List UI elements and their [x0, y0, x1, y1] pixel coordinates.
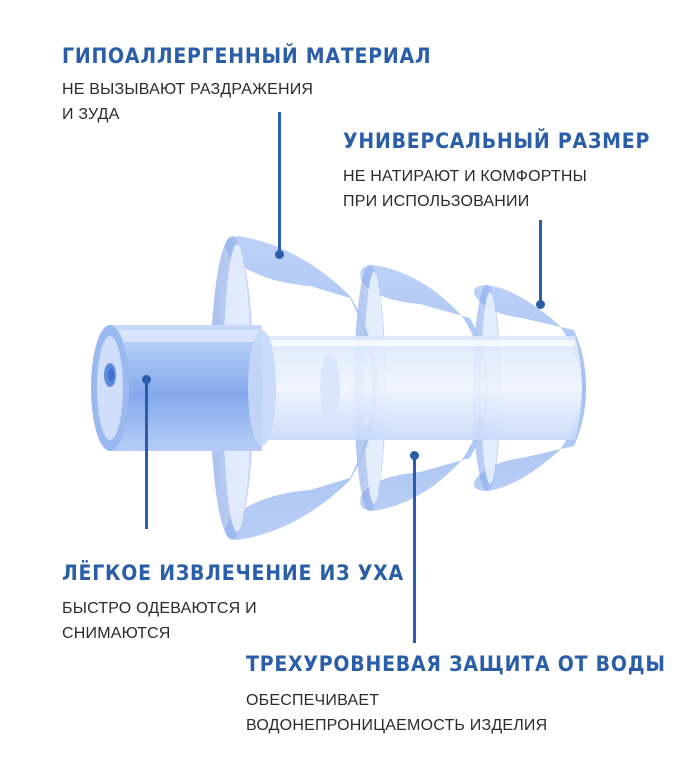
feature-description-line: ОБЕСПЕЧИВАЕТ: [246, 692, 380, 709]
feature-title-universal-size: УНИВЕРСАЛЬНЫЙ РАЗМЕР: [343, 129, 651, 153]
feature-description-easy-removal: [62, 596, 257, 646]
feature-description-line: ПРИ ИСПОЛЬЗОВАНИИ: [343, 193, 530, 210]
pointer-dot-water-protection: [410, 451, 419, 460]
feature-description-water-protection: [246, 688, 547, 738]
pointer-dot-hypoallergenic: [275, 250, 284, 259]
feature-description-hypoallergenic: [62, 77, 313, 127]
feature-description-universal-size: [343, 164, 587, 214]
feature-description-line: НЕ ВЫЗЫВАЮТ РАЗДРАЖЕНИЯ: [62, 81, 314, 98]
pointer-line-easy-removal: [145, 379, 148, 529]
inner-channel: [255, 336, 582, 440]
feature-description-line: БЫСТРО ОДЕВАЮТСЯ И: [62, 600, 257, 617]
feature-description-line: НЕ НАТИРАЮТ И КОМФОРТНЫ: [343, 168, 588, 185]
feature-description-line: И ЗУДА: [62, 106, 120, 123]
pointer-dot-universal-size: [536, 300, 545, 309]
feature-description-line: СНИМАЮТСЯ: [62, 625, 171, 642]
feature-description-line: ВОДОНЕПРОНИЦАЕМОСТЬ ИЗДЕЛИЯ: [246, 717, 548, 734]
pointer-line-universal-size: [539, 220, 542, 304]
pointer-dot-easy-removal: [142, 375, 151, 384]
pointer-line-hypoallergenic: [278, 112, 281, 254]
feature-title-hypoallergenic: ГИПОАЛЛЕРГЕННЫЙ МАТЕРИАЛ: [62, 44, 432, 68]
pointer-line-water-protection: [413, 455, 416, 643]
feature-title-water-protection: ТРЕХУРОВНЕВАЯ ЗАЩИТА ОТ ВОДЫ: [246, 652, 666, 676]
feature-title-easy-removal: ЛЁГКОЕ ИЗВЛЕЧЕНИЕ ИЗ УХА: [62, 561, 404, 585]
